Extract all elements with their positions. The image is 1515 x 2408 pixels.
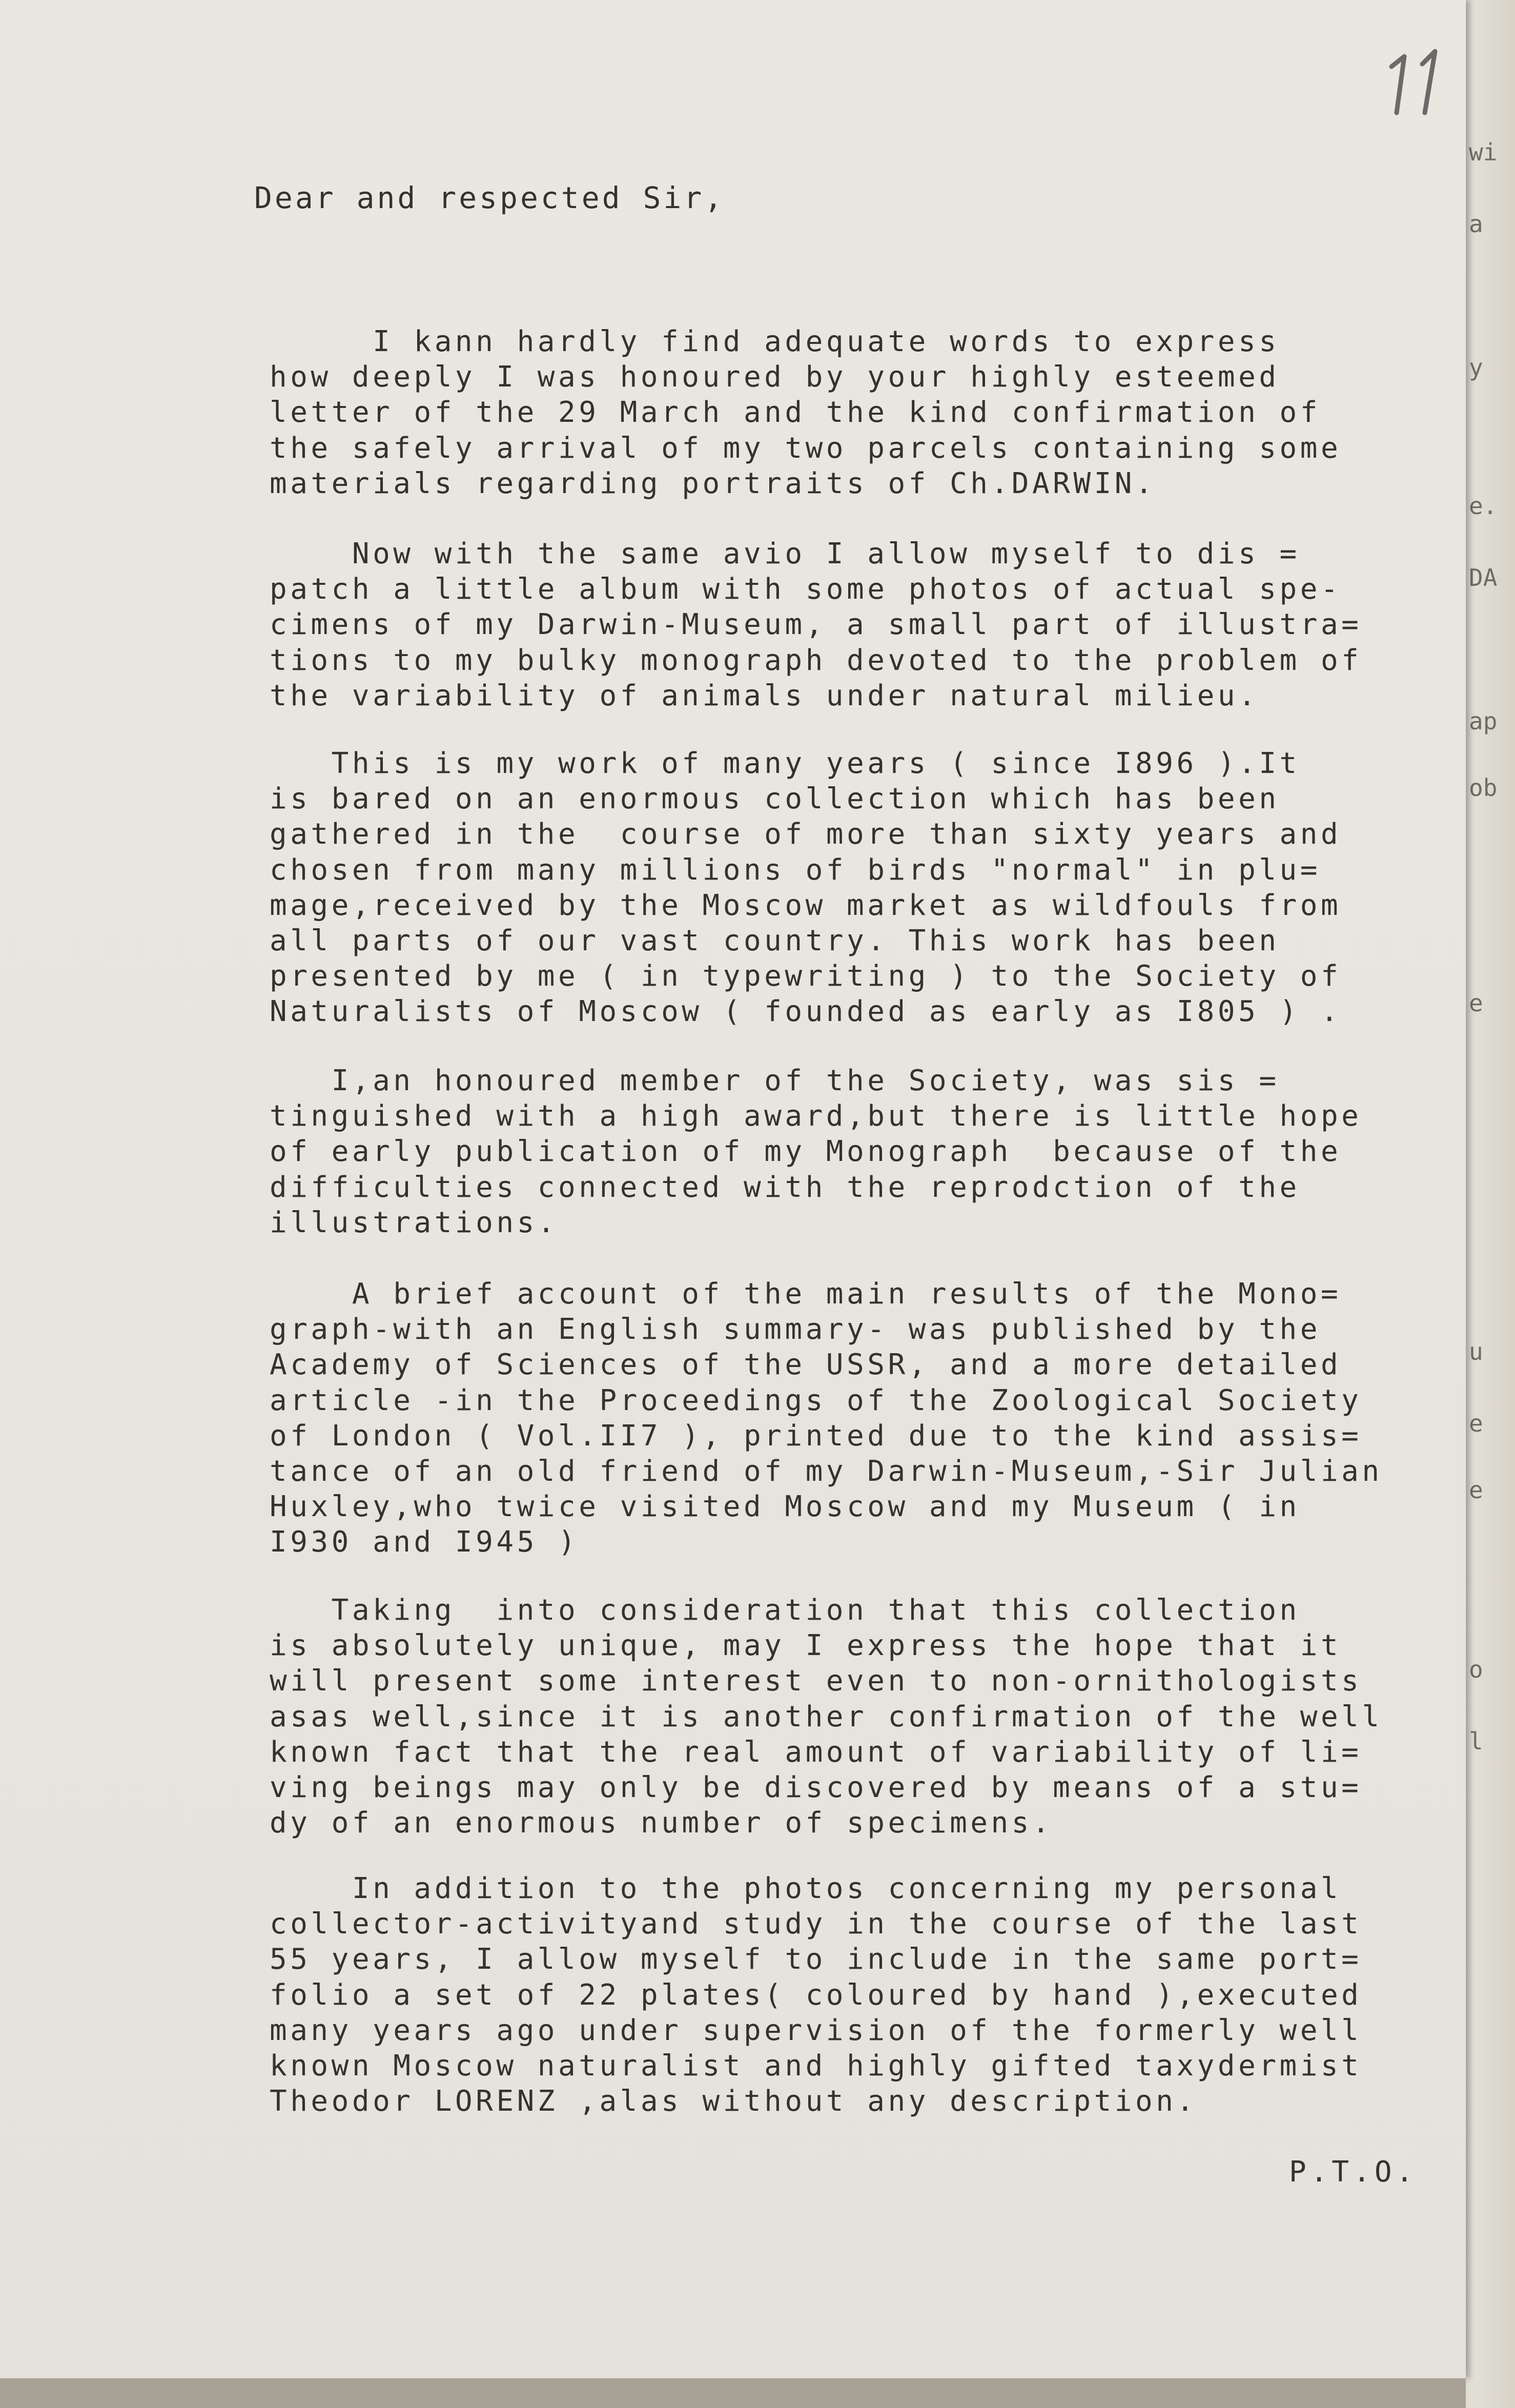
- text-line: known Moscow naturalist and highly gifted taxydermist: [270, 2049, 1362, 2083]
- text-line: ving beings may only be discovered by means of a stu=: [270, 1771, 1362, 1805]
- page-bottom-edge: [0, 2378, 1466, 2408]
- please-turn-over: P.T.O.: [1289, 2155, 1418, 2189]
- text-line: Theodor LORENZ ,alas without any description.: [270, 2085, 1197, 2118]
- text-line: of London ( Vol.II7 ), printed due to the kind assis=: [270, 1419, 1362, 1453]
- text-line: presented by me ( in typewriting ) to the Society of: [270, 960, 1342, 993]
- margin-fragment: wi: [1469, 138, 1498, 166]
- paragraph-1: [270, 324, 1474, 501]
- text-line: tance of an old friend of my Darwin-Museum,-Sir Julian: [270, 1455, 1383, 1488]
- salutation: Dear and respected Sir,: [254, 180, 725, 215]
- text-line: Naturalists of Moscow ( founded as early as I805 ) .: [270, 995, 1342, 1029]
- text-line: the safely arrival of my two parcels containing some: [270, 431, 1342, 465]
- text-line: patch a little album with some photos of actual spe-: [270, 573, 1342, 606]
- text-line: mage,received by the Moscow market as wildfouls from: [270, 888, 1342, 922]
- text-line: cimens of my Darwin-Museum, a small part of illustra=: [270, 608, 1362, 642]
- text-line: gathered in the course of more than sixty years and: [270, 818, 1342, 851]
- text-line: how deeply I was honoured by your highly esteemed: [270, 360, 1280, 394]
- text-line: 55 years, I allow myself to include in the same port=: [270, 1943, 1362, 1976]
- text-line: I930 and I945 ): [270, 1525, 579, 1559]
- margin-fragment: e.: [1469, 492, 1498, 520]
- text-line: many years ago under supervision of the formerly well: [270, 2013, 1362, 2047]
- text-line: illustrations.: [270, 1206, 559, 1239]
- text-line: known fact that the real amount of variability of li=: [270, 1735, 1362, 1769]
- margin-fragment: ob: [1469, 774, 1498, 802]
- margin-fragment: ap: [1469, 707, 1498, 735]
- text-line: all parts of our vast country. This work has been: [270, 924, 1280, 958]
- text-line: Taking into consideration that this collection: [270, 1594, 1300, 1627]
- text-line: This is my work of many years ( since I896 ).It: [270, 747, 1300, 780]
- text-line: A brief account of the main results of the Mono=: [270, 1277, 1342, 1311]
- paragraph-4: [270, 1063, 1474, 1240]
- text-line: letter of the 29 March and the kind confirmation of: [270, 396, 1321, 430]
- paragraph-6: [270, 1593, 1474, 1841]
- text-line: I kann hardly find adequate words to express: [270, 325, 1280, 358]
- text-line: materials regarding portraits of Ch.DARWIN.: [270, 466, 1156, 500]
- margin-fragment: e: [1469, 1410, 1483, 1437]
- text-line: In addition to the photos concerning my personal: [270, 1872, 1342, 1905]
- paragraph-3: [270, 746, 1474, 1030]
- text-line: Academy of Sciences of the USSR, and a more detailed: [270, 1348, 1342, 1382]
- text-line: article -in the Proceedings of the Zoological Society: [270, 1383, 1362, 1417]
- text-line: graph-with an English summary- was published by the: [270, 1313, 1321, 1346]
- text-line: collector-activityand study in the course of the last: [270, 1907, 1362, 1941]
- margin-fragment: l: [1469, 1727, 1483, 1755]
- text-line: is absolutely unique, may I express the hope that it: [270, 1629, 1342, 1663]
- text-line: will present some interest even to non-ornithologists: [270, 1664, 1362, 1698]
- margin-fragment: e: [1469, 989, 1483, 1017]
- text-line: tinguished with a high award,but there is little hope: [270, 1099, 1362, 1133]
- text-line: tions to my bulky monograph devoted to the problem of: [270, 643, 1362, 677]
- text-line: asas well,since it is another confirmation of the well: [270, 1700, 1383, 1733]
- margin-fragment: DA: [1469, 564, 1498, 591]
- text-line: Huxley,who twice visited Moscow and my Museum ( in: [270, 1490, 1300, 1524]
- text-line: the variability of animals under natural milieu.: [270, 679, 1259, 712]
- margin-fragment: o: [1469, 1656, 1483, 1683]
- margin-fragment: a: [1469, 210, 1483, 238]
- margin-fragment: y: [1469, 354, 1483, 381]
- paragraph-7: [270, 1871, 1474, 2119]
- text-line: of early publication of my Monograph because of the: [270, 1135, 1342, 1169]
- text-line: difficulties connected with the reprodction of the: [270, 1170, 1300, 1204]
- text-line: I,an honoured member of the Society, was sis =: [270, 1064, 1280, 1097]
- text-line: chosen from many millions of birds "normal" in plu=: [270, 853, 1321, 887]
- paragraph-2: [270, 536, 1474, 713]
- text-line: dy of an enormous number of specimens.: [270, 1806, 1053, 1840]
- text-line: folio a set of 22 plates( coloured by hand ),executed: [270, 1978, 1362, 2012]
- text-line: is bared on an enormous collection which has been: [270, 782, 1280, 816]
- paragraph-5: [270, 1276, 1474, 1560]
- margin-fragment: u: [1469, 1338, 1483, 1365]
- text-line: Now with the same avio I allow myself to dis =: [270, 537, 1300, 570]
- margin-fragment: e: [1469, 1476, 1483, 1504]
